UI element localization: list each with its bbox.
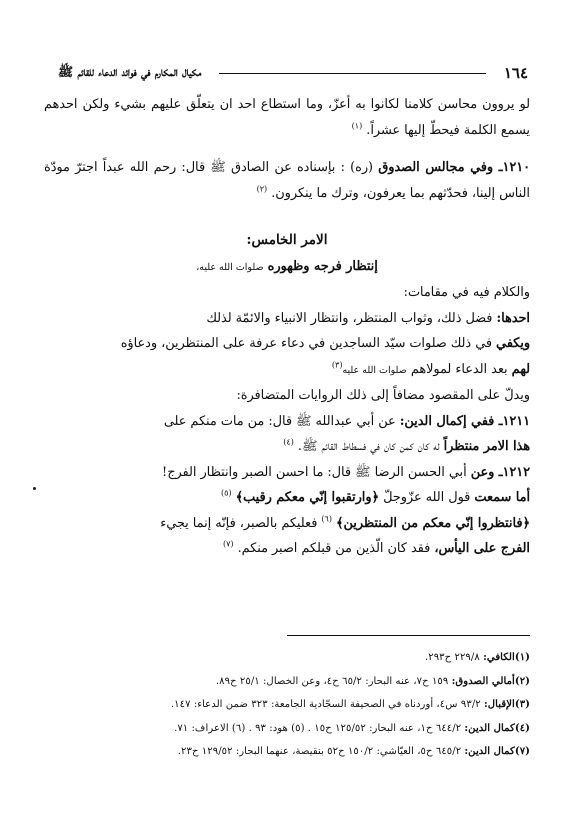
footnote-2: (٢)أمالي الصدوق: ١٥٩ ح٧، عنه البحار: ٦٥/٢ ح٤، وعن الخصال: ٢٥/١ ح٨٩. [215, 674, 530, 687]
page-number: ١٦٤ [503, 64, 528, 82]
footnote-3: (٣)الإقبال: ٩٣/٢ س٤، أوردناه في الصحيفة السجّادية الجامعة: ٣٢٣ ضمن الدعاء: ١٤٧. [170, 698, 530, 710]
footnote-ref-5[interactable]: (٥) [220, 488, 232, 498]
footnote-rule [287, 635, 530, 636]
paragraph-for-them: لهم بعد الدعاء لمولاهم صلوات الله عليه$^{(٣)}$ [331, 360, 530, 377]
footnote-ref-2[interactable]: (٢) [256, 184, 268, 194]
hadith-1211: ١٢١١ـ ففي إكمال الدين: عن أبي عبدالله ﷺ قال: من مات منكم على [163, 413, 530, 429]
hadith-1212-quote-2: ﴿فانتظروا إنّي معكم من المنتظرين﴾ $^{(٦)}$ فعليكم بالصبر، فإنّه إنما يجيء [160, 514, 530, 531]
hadith-1212: ١٢١٢ـ وعن أبي الحسن الرضا ﷺ قال: ما احسن الصبر وانتظار الفرج! [162, 464, 530, 480]
hadith-1210: ١٢١٠ـ وفي مجالس الصدوق (ره) : بإسناده عن الصادق ﷺ قال: رحم الله عبداً اجترّ مودّة الناس إلينا، فحدّثهم بما يعرفون، وترك ما ينكرون. $^{(٢)}$ [44, 160, 530, 201]
hadith-1211-cont: هذا الامر منتظراً له كان كمن كان في فسطاط القائم ﷺ. $^{(٤)}$ [283, 437, 530, 454]
main-text [44, 92, 530, 562]
paragraph-intro: والكلام فيه في مقامات: [403, 285, 530, 300]
page-header [58, 60, 528, 86]
paragraph-1: لو يروون محاسن كلامنا لكانوا به أعزّ، وما استطاع احد ان يتعلّق عليهم بشيء ولكن احدهم يسمع الكلمة فيحطّ إليها عشراً. $^{(١)}$ [44, 97, 530, 138]
paragraph-evidence: ويدلّ على المقصود مضافاً إلى ذلك الروايات المتضافرة: [236, 388, 530, 403]
footnote-4: (٤)كمال الدين: ٦٤٤/٢ ح١، عنه البحار: ١٢٥/٥٢ ح١٥ . (٥) هود: ٩٣ . (٦) الاعراف: ٧١. [174, 721, 530, 734]
running-title: مكيال المكارم في فوائد الدعاء للقائم ﷺ [58, 63, 202, 79]
footnote-ref-7[interactable]: (٧) [222, 539, 234, 549]
footnote-ref-6[interactable]: (٦) [321, 514, 332, 524]
section-heading: الامر الخامس: [246, 232, 328, 248]
footnote-ref-4[interactable]: (٤) [283, 437, 294, 447]
footnote-ref-3[interactable]: (٣) [331, 360, 343, 370]
footnote-7: (٧)كمال الدين: ٦٤٥/٢ ح٥، العيّاشي: ١٥٠/٢ ح٥٢ بنقيصة، عنهما البحار: ١٢٩/٥٢ ح٢٣. [177, 745, 530, 757]
header-rule [219, 73, 486, 74]
footnotes [40, 646, 530, 764]
footnote-ref-1[interactable]: (١) [351, 121, 363, 131]
section-subheading: إنتظار فرجه وظهوره صلوات الله عليه، [196, 258, 378, 274]
margin-dot [33, 487, 36, 490]
hadith-1212-end: الفرج على اليأس، فقد كان الّذين من قبلكم اصبر منكم. $^{(٧)}$ [222, 539, 530, 556]
footnote-1: (١)الكافي: ٢٢٩/٨ ح٢٩٣. [424, 651, 530, 663]
paragraph-first-maqam: احدها: فضل ذلك، وثواب المنتظر، وانتظار الانبياء والائمّة لذلك [206, 310, 530, 326]
paragraph-sufficient: ويكفي في ذلك صلوات سيّد الساجدين في دعاء عرفة على المنتظرين، ودعاؤه [120, 336, 530, 351]
hadith-1212-quote: أما سمعت قول الله عزّوجلّ ﴿وارتقبوا إنّي معكم رقيب﴾ $^{(٥)}$ [220, 488, 530, 505]
